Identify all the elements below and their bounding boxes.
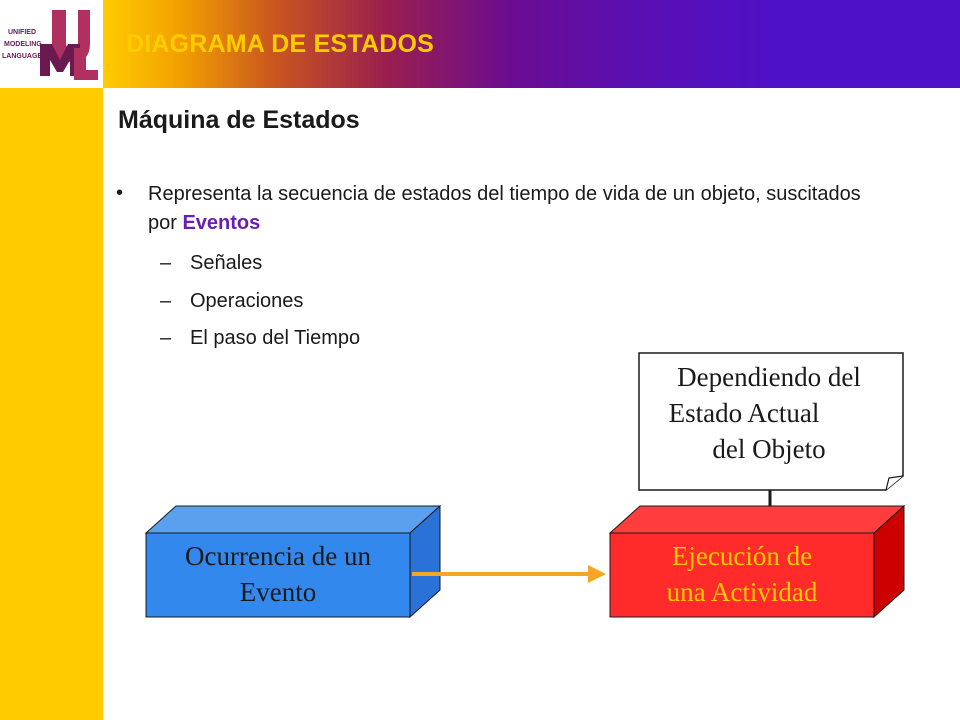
- logo-word-unified: UNIFIED: [8, 29, 36, 36]
- header-title: DIAGRAMA DE ESTADOS: [126, 30, 434, 58]
- activity-box-top: [610, 506, 904, 533]
- sub-item-label: Operaciones: [190, 290, 304, 312]
- activity-box-text: [610, 538, 874, 610]
- sub-item-label: El paso del Tiempo: [190, 327, 361, 349]
- event-box-text: [146, 538, 410, 610]
- note-line: Dependiendo del: [677, 362, 861, 392]
- bullet-marker: •: [116, 182, 124, 204]
- bullet-highlight-eventos: Eventos: [182, 212, 261, 234]
- sub-item-dash: –: [160, 252, 172, 274]
- sub-item-dash: –: [160, 327, 172, 349]
- note-line: Estado Actual: [668, 398, 820, 428]
- slide-subtitle: Máquina de Estados: [118, 106, 360, 134]
- note-line: del Objeto: [712, 434, 826, 464]
- logo-word-modeling: MODELING: [4, 41, 42, 48]
- event-box-top: [146, 506, 440, 533]
- activity-line: una Actividad: [666, 577, 818, 607]
- activity-line: Ejecución de: [671, 541, 813, 571]
- note-text: [640, 359, 898, 467]
- event-line: Evento: [239, 577, 317, 607]
- transition-arrow-head: [588, 565, 606, 583]
- sub-item-dash: –: [160, 290, 172, 312]
- bullet-body: Representa la secuencia de estados del tiempo de vida de un objeto, suscitados por: [148, 183, 861, 234]
- logo-word-language: LANGUAGE: [2, 53, 43, 60]
- event-line: Ocurrencia de un: [185, 541, 371, 571]
- sub-item-label: Señales: [190, 252, 263, 274]
